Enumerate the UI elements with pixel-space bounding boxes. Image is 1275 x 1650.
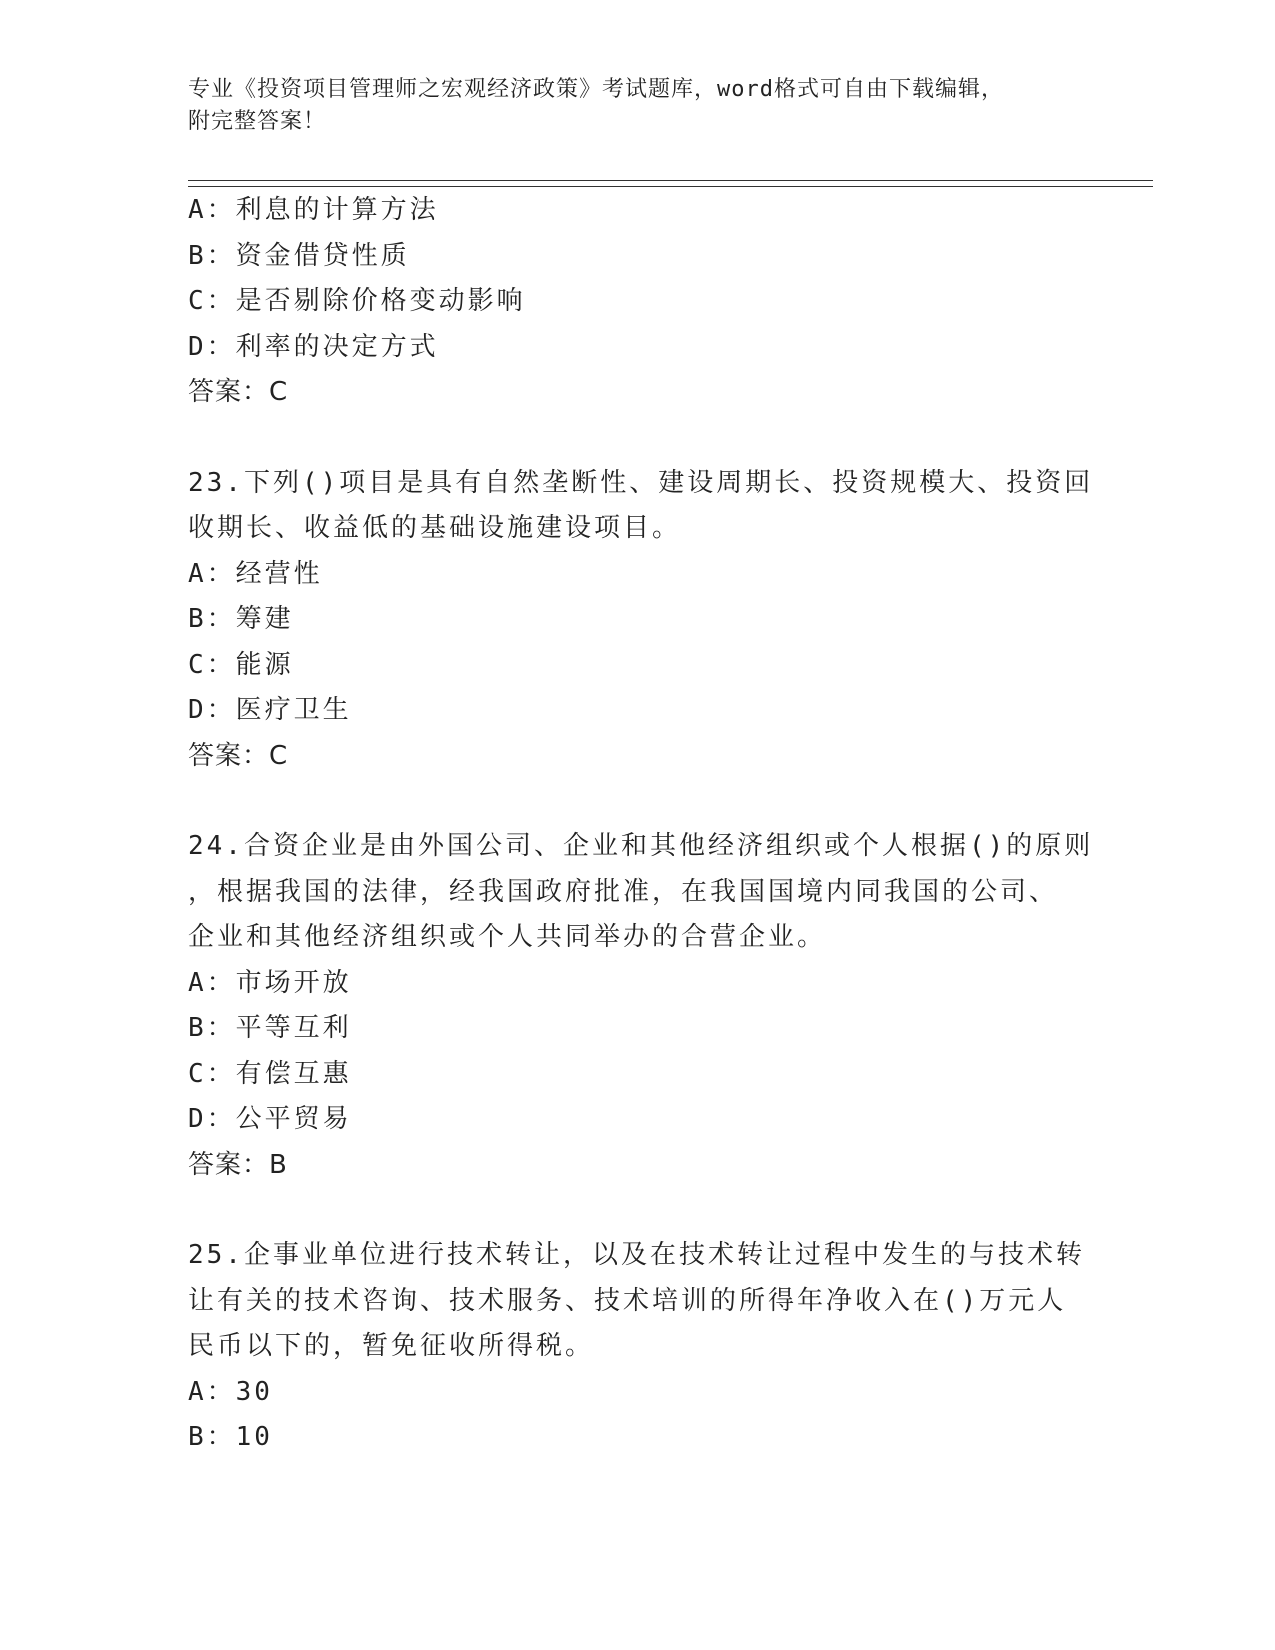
header-divider — [188, 180, 1153, 187]
answer: 答案：C — [188, 740, 289, 771]
answer: 答案：C — [188, 377, 289, 407]
option-b: B：筹建 — [188, 604, 294, 634]
question-23 — [188, 461, 1094, 780]
option-b: B：资金借贷性质 — [188, 240, 410, 271]
option-a: A：30 — [188, 1376, 273, 1407]
question-25 — [188, 1233, 1088, 1461]
question-text-line: 企业和其他经济组织或个人共同举办的合营企业。 — [188, 922, 827, 952]
header-line-1: 专业《投资项目管理师之宏观经济政策》考试题库，word格式可自由下载编辑， — [188, 77, 1004, 102]
option-d: D：医疗卫生 — [188, 695, 352, 725]
question-text-line: 收期长、收益低的基础设施建设项目。 — [188, 513, 682, 543]
option-a: A：市场开放 — [188, 967, 352, 998]
option-a: A：利息的计算方法 — [188, 195, 439, 225]
header-line-2: 附完整答案！ — [188, 109, 327, 134]
answer: 答案：B — [188, 1149, 288, 1180]
option-c: C：有偿互惠 — [188, 1058, 352, 1089]
option-b: B：平等互利 — [188, 1013, 352, 1043]
option-c: C：是否剔除价格变动影响 — [188, 286, 526, 316]
question-text-line: 24.合资企业是由外国公司、企业和其他经济组织或个人根据()的原则 — [188, 831, 1094, 861]
question-22 — [188, 188, 1088, 416]
question-text-line: ，根据我国的法律，经我国政府批准，在我国国境内同我国的公司、 — [188, 876, 1059, 907]
option-c: C：能源 — [188, 649, 294, 680]
question-text-line: 23.下列()项目是具有自然垄断性、建设周期长、投资规模大、投资回 — [188, 467, 1094, 498]
option-a: A：经营性 — [188, 558, 323, 589]
question-text-line: 民币以下的，暂免征收所得税。 — [188, 1331, 595, 1361]
question-24 — [188, 824, 1094, 1188]
question-text-line: 25.企事业单位进行技术转让，以及在技术转让过程中发生的与技术转 — [188, 1240, 1085, 1270]
question-text-line: 让有关的技术咨询、技术服务、技术培训的所得年净收入在()万元人 — [188, 1285, 1067, 1316]
document-body — [188, 188, 1094, 1461]
option-d: D：公平贸易 — [188, 1104, 352, 1134]
option-b: B：10 — [188, 1422, 273, 1452]
option-d: D：利率的决定方式 — [188, 331, 439, 362]
document-header — [188, 74, 1088, 138]
